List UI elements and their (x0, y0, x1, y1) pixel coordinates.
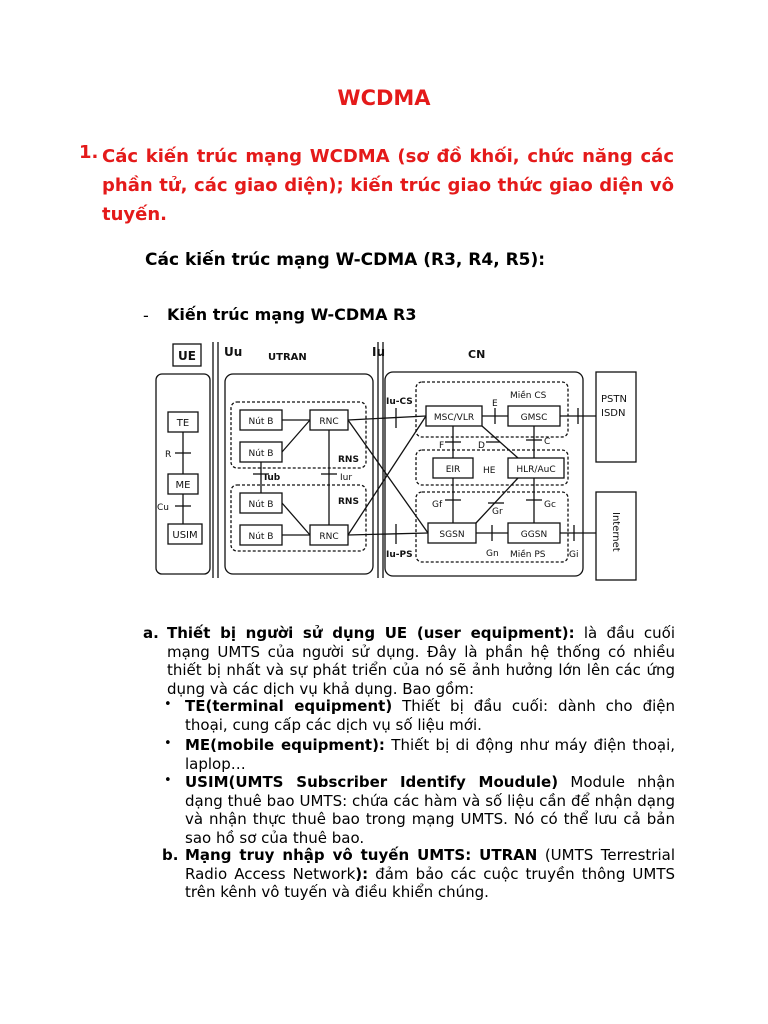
c-label: C (544, 437, 551, 447)
nodeb-3-label: Nút B (248, 500, 274, 510)
item-a-label: a. (143, 624, 159, 642)
nodeb-4-label: Nút B (248, 532, 274, 542)
bullet-usim (185, 773, 675, 847)
d-label: D (478, 441, 485, 451)
item-a-text: là đầu cuối mạng UMTS của người sử dụng. Đây là phần hệ thống có nhiều thiết bị nhất và sự phát triển của nó sẽ ảnh hưởng lớn lên các ứng dụng và các dịch vụ khả dụng. Bao gồm: (167, 624, 676, 698)
he-label: HE (483, 466, 496, 476)
internet-label: Internet (610, 512, 621, 552)
sgsn-label: SGSN (439, 530, 465, 540)
section-heading: Các kiến trúc mạng WCDMA (sơ đồ khối, chức năng các phần tử, các giao diện); kiến trúc giao thức giao diện vô tuyến. (102, 146, 674, 225)
bullet-icon: • (164, 773, 172, 788)
ps-domain-label: Miền PS (510, 550, 546, 560)
cn-label: CN (468, 348, 486, 361)
iub-label: Iub (264, 473, 281, 483)
iucs-label: Iu-CS (386, 397, 413, 407)
uu-label: Uu (224, 345, 243, 359)
subheading-architectures: Các kiến trúc mạng W-CDMA (R3, R4, R5): (145, 250, 546, 270)
subheading-r3: Kiến trúc mạng W-CDMA R3 (167, 305, 417, 324)
te-label: TE (176, 418, 190, 429)
gn-label: Gn (486, 549, 499, 559)
iu-label: Iu (372, 345, 386, 359)
item-b-term: Mạng truy nhập vô tuyến UMTS: UTRAN (185, 846, 538, 864)
rns-2-label: RNS (338, 497, 359, 507)
item-b-label: b. (162, 846, 179, 864)
bullet-te-term: TE(terminal equipment) (185, 697, 393, 715)
bullet-te (185, 697, 675, 734)
me-label: ME (175, 480, 191, 491)
nodeb-1-label: Nút B (248, 417, 274, 427)
e-label: E (492, 399, 498, 409)
msc-label: MSC/VLR (433, 413, 475, 423)
dash-marker: - (143, 306, 149, 325)
wcdma-r3-architecture-diagram (148, 340, 638, 585)
gr-label: Gr (492, 507, 503, 517)
utran-label: UTRAN (268, 352, 307, 363)
cs-domain-label: Miền CS (510, 391, 547, 401)
item-b-text-2: đảm bảo các cuộc truyền thông UMTS trên kênh vô tuyến và điều khiển chúng. (185, 864, 676, 901)
rnc-2-label: RNC (319, 532, 339, 542)
f-label: F (439, 441, 445, 451)
rnc-1-label: RNC (319, 417, 339, 427)
bullet-me-term: ME(mobile equipment): (185, 736, 385, 754)
item-b-paragraph (185, 846, 675, 902)
bullet-me (185, 736, 675, 773)
hlr-label: HLR/AuC (516, 465, 556, 475)
gc-label: Gc (544, 500, 556, 510)
eir-label: EIR (445, 465, 461, 475)
ggsn-label: GGSN (520, 530, 548, 540)
isdn-label: ISDN (601, 408, 626, 419)
bullet-me-text: Thiết bị di động như máy điện thoại, laplop… (185, 736, 676, 773)
gmsc-label: GMSC (520, 413, 548, 423)
nodeb-2-label: Nút B (248, 449, 274, 459)
bullet-usim-term: USIM(UMTS Subscriber Identify Moudule) (185, 773, 559, 791)
item-a-term: Thiết bị người sử dụng UE (user equipment): (167, 624, 575, 642)
iur-label: Iur (340, 473, 353, 483)
rns-1-label: RNS (338, 455, 359, 465)
bullet-te-text: Thiết bị đầu cuối: dành cho điện thoại, cung cấp các dịch vụ số liệu mới. (185, 697, 675, 734)
bullet-icon: • (164, 697, 172, 712)
gi-label: Gi (569, 550, 579, 560)
item-b-term-2: ): (355, 864, 369, 883)
item-b-text-1: (UMTS Terrestrial Radio Access Network (185, 846, 675, 883)
bullet-icon: • (164, 736, 172, 751)
r-label: R (165, 450, 172, 460)
document-title: WCDMA (337, 86, 431, 110)
gf-label: Gf (432, 500, 443, 510)
ue-label: UE (178, 349, 196, 363)
usim-label: USIM (172, 530, 198, 541)
section-number: 1. (79, 142, 99, 163)
bullet-usim-text: Module nhận dạng thuê bao UMTS: chứa các hàm và số liệu cần để nhận dạng và nhận thực thuê bao trong mạng UMTS. Nó có thể lưu cả bản sao hồ sơ của thuê bao. (185, 773, 676, 847)
item-a-paragraph (167, 624, 675, 698)
iups-label: Iu-PS (386, 550, 413, 560)
pstn-label: PSTN (601, 394, 627, 405)
cu-label: Cu (157, 503, 169, 513)
